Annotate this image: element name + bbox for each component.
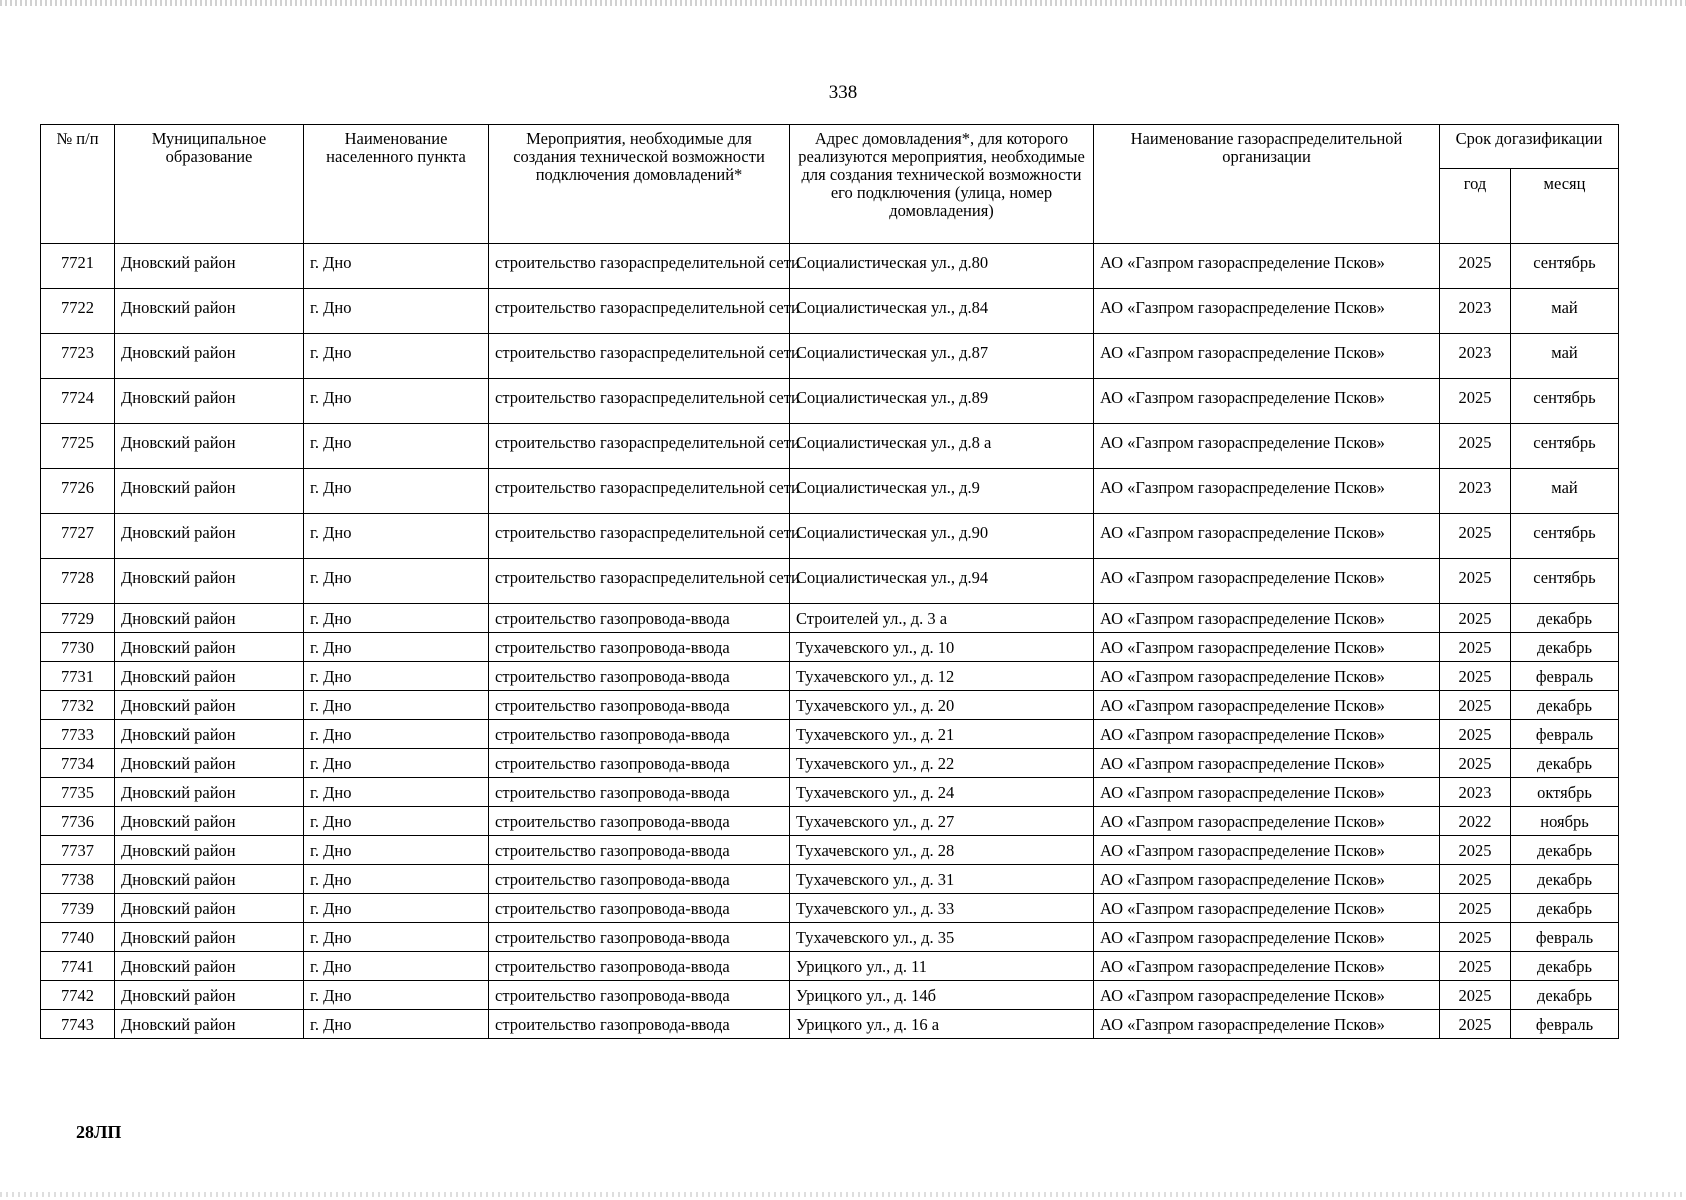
cell-activity: строительство газораспределительной сети <box>489 469 790 514</box>
cell-municipality: Дновский район <box>115 836 304 865</box>
cell-year: 2025 <box>1440 923 1511 952</box>
table-row <box>41 749 1619 778</box>
cell-address: Социалистическая ул., д.80 <box>790 244 1094 289</box>
cell-month: декабрь <box>1511 865 1619 894</box>
table-row <box>41 424 1619 469</box>
cell-organization: АО «Газпром газораспределение Псков» <box>1094 807 1440 836</box>
cell-settlement: г. Дно <box>304 865 489 894</box>
cell-num: 7727 <box>41 514 115 559</box>
cell-year: 2023 <box>1440 469 1511 514</box>
cell-settlement: г. Дно <box>304 334 489 379</box>
cell-settlement: г. Дно <box>304 778 489 807</box>
cell-month: февраль <box>1511 1010 1619 1039</box>
cell-settlement: г. Дно <box>304 807 489 836</box>
cell-year: 2023 <box>1440 289 1511 334</box>
cell-municipality: Дновский район <box>115 807 304 836</box>
cell-settlement: г. Дно <box>304 633 489 662</box>
cell-year: 2025 <box>1440 865 1511 894</box>
cell-organization: АО «Газпром газораспределение Псков» <box>1094 633 1440 662</box>
scan-edge-bottom <box>0 1192 1686 1197</box>
cell-activity: строительство газораспределительной сети <box>489 514 790 559</box>
table-row <box>41 469 1619 514</box>
header-municipality: Муниципальное образование <box>115 125 304 244</box>
cell-municipality: Дновский район <box>115 749 304 778</box>
cell-municipality: Дновский район <box>115 1010 304 1039</box>
cell-activity: строительство газораспределительной сети <box>489 379 790 424</box>
cell-month: сентябрь <box>1511 559 1619 604</box>
cell-year: 2025 <box>1440 894 1511 923</box>
cell-activity: строительство газораспределительной сети <box>489 559 790 604</box>
table-row <box>41 836 1619 865</box>
header-year: год <box>1440 169 1511 244</box>
cell-month: декабрь <box>1511 749 1619 778</box>
table-row <box>41 662 1619 691</box>
cell-year: 2025 <box>1440 379 1511 424</box>
cell-organization: АО «Газпром газораспределение Псков» <box>1094 749 1440 778</box>
cell-organization: АО «Газпром газораспределение Псков» <box>1094 836 1440 865</box>
cell-num: 7740 <box>41 923 115 952</box>
cell-month: декабрь <box>1511 894 1619 923</box>
cell-municipality: Дновский район <box>115 379 304 424</box>
cell-settlement: г. Дно <box>304 662 489 691</box>
cell-month: сентябрь <box>1511 514 1619 559</box>
cell-year: 2025 <box>1440 952 1511 981</box>
cell-municipality: Дновский район <box>115 691 304 720</box>
cell-address: Тухачевского ул., д. 20 <box>790 691 1094 720</box>
cell-activity: строительство газопровода-ввода <box>489 1010 790 1039</box>
cell-municipality: Дновский район <box>115 559 304 604</box>
cell-num: 7736 <box>41 807 115 836</box>
cell-num: 7731 <box>41 662 115 691</box>
table-header <box>41 125 1619 244</box>
cell-address: Социалистическая ул., д.8 а <box>790 424 1094 469</box>
table-row <box>41 952 1619 981</box>
cell-activity: строительство газопровода-ввода <box>489 865 790 894</box>
cell-year: 2025 <box>1440 691 1511 720</box>
cell-month: ноябрь <box>1511 807 1619 836</box>
cell-activity: строительство газопровода-ввода <box>489 633 790 662</box>
cell-address: Тухачевского ул., д. 33 <box>790 894 1094 923</box>
cell-year: 2025 <box>1440 662 1511 691</box>
cell-activity: строительство газораспределительной сети <box>489 289 790 334</box>
cell-organization: АО «Газпром газораспределение Псков» <box>1094 981 1440 1010</box>
cell-month: декабрь <box>1511 836 1619 865</box>
cell-year: 2025 <box>1440 1010 1511 1039</box>
cell-municipality: Дновский район <box>115 923 304 952</box>
cell-organization: АО «Газпром газораспределение Псков» <box>1094 424 1440 469</box>
cell-settlement: г. Дно <box>304 604 489 633</box>
cell-settlement: г. Дно <box>304 836 489 865</box>
cell-num: 7743 <box>41 1010 115 1039</box>
cell-address: Социалистическая ул., д.94 <box>790 559 1094 604</box>
cell-settlement: г. Дно <box>304 749 489 778</box>
cell-settlement: г. Дно <box>304 952 489 981</box>
cell-month: декабрь <box>1511 604 1619 633</box>
cell-num: 7732 <box>41 691 115 720</box>
table-row <box>41 923 1619 952</box>
cell-municipality: Дновский район <box>115 514 304 559</box>
cell-activity: строительство газопровода-ввода <box>489 952 790 981</box>
cell-settlement: г. Дно <box>304 514 489 559</box>
cell-num: 7739 <box>41 894 115 923</box>
table-row <box>41 865 1619 894</box>
cell-activity: строительство газораспределительной сети <box>489 244 790 289</box>
cell-municipality: Дновский район <box>115 244 304 289</box>
cell-year: 2025 <box>1440 981 1511 1010</box>
cell-month: декабрь <box>1511 633 1619 662</box>
cell-month: февраль <box>1511 923 1619 952</box>
table-row <box>41 289 1619 334</box>
cell-num: 7738 <box>41 865 115 894</box>
cell-month: сентябрь <box>1511 379 1619 424</box>
cell-settlement: г. Дно <box>304 379 489 424</box>
cell-settlement: г. Дно <box>304 894 489 923</box>
cell-month: сентябрь <box>1511 424 1619 469</box>
cell-year: 2023 <box>1440 778 1511 807</box>
cell-settlement: г. Дно <box>304 923 489 952</box>
table-row <box>41 633 1619 662</box>
cell-month: декабрь <box>1511 952 1619 981</box>
cell-settlement: г. Дно <box>304 559 489 604</box>
cell-year: 2025 <box>1440 749 1511 778</box>
cell-settlement: г. Дно <box>304 469 489 514</box>
cell-activity: строительство газораспределительной сети <box>489 334 790 379</box>
header-settlement: Наименование населенного пункта <box>304 125 489 244</box>
cell-activity: строительство газопровода-ввода <box>489 604 790 633</box>
table-body <box>41 244 1619 1039</box>
cell-organization: АО «Газпром газораспределение Псков» <box>1094 894 1440 923</box>
cell-settlement: г. Дно <box>304 289 489 334</box>
cell-municipality: Дновский район <box>115 894 304 923</box>
cell-municipality: Дновский район <box>115 720 304 749</box>
cell-num: 7721 <box>41 244 115 289</box>
cell-municipality: Дновский район <box>115 334 304 379</box>
cell-num: 7730 <box>41 633 115 662</box>
cell-address: Тухачевского ул., д. 28 <box>790 836 1094 865</box>
table-row <box>41 334 1619 379</box>
cell-activity: строительство газопровода-ввода <box>489 894 790 923</box>
cell-activity: строительство газопровода-ввода <box>489 836 790 865</box>
cell-num: 7733 <box>41 720 115 749</box>
cell-settlement: г. Дно <box>304 244 489 289</box>
table-row <box>41 807 1619 836</box>
cell-address: Тухачевского ул., д. 10 <box>790 633 1094 662</box>
cell-municipality: Дновский район <box>115 289 304 334</box>
cell-activity: строительство газопровода-ввода <box>489 662 790 691</box>
cell-municipality: Дновский район <box>115 865 304 894</box>
cell-activity: строительство газопровода-ввода <box>489 923 790 952</box>
cell-num: 7729 <box>41 604 115 633</box>
cell-address: Социалистическая ул., д.84 <box>790 289 1094 334</box>
cell-num: 7734 <box>41 749 115 778</box>
cell-num: 7726 <box>41 469 115 514</box>
cell-address: Тухачевского ул., д. 12 <box>790 662 1094 691</box>
cell-month: декабрь <box>1511 981 1619 1010</box>
cell-organization: АО «Газпром газораспределение Псков» <box>1094 662 1440 691</box>
cell-month: сентябрь <box>1511 244 1619 289</box>
cell-organization: АО «Газпром газораспределение Псков» <box>1094 691 1440 720</box>
cell-municipality: Дновский район <box>115 662 304 691</box>
table-row <box>41 1010 1619 1039</box>
cell-address: Тухачевского ул., д. 31 <box>790 865 1094 894</box>
cell-activity: строительство газопровода-ввода <box>489 981 790 1010</box>
cell-month: февраль <box>1511 662 1619 691</box>
cell-year: 2025 <box>1440 559 1511 604</box>
cell-month: декабрь <box>1511 691 1619 720</box>
cell-settlement: г. Дно <box>304 981 489 1010</box>
cell-year: 2025 <box>1440 424 1511 469</box>
cell-num: 7725 <box>41 424 115 469</box>
table-row <box>41 379 1619 424</box>
cell-num: 7735 <box>41 778 115 807</box>
cell-activity: строительство газопровода-ввода <box>489 749 790 778</box>
cell-activity: строительство газопровода-ввода <box>489 691 790 720</box>
cell-organization: АО «Газпром газораспределение Псков» <box>1094 289 1440 334</box>
gasification-table <box>40 124 1619 1039</box>
cell-municipality: Дновский район <box>115 469 304 514</box>
scan-edge-top <box>0 0 1686 6</box>
cell-address: Социалистическая ул., д.9 <box>790 469 1094 514</box>
footer-code: 28ЛП <box>76 1122 122 1142</box>
header-num: № п/п <box>41 125 115 244</box>
cell-address: Строителей ул., д. 3 а <box>790 604 1094 633</box>
cell-address: Тухачевского ул., д. 24 <box>790 778 1094 807</box>
cell-address: Тухачевского ул., д. 21 <box>790 720 1094 749</box>
cell-year: 2025 <box>1440 633 1511 662</box>
cell-activity: строительство газопровода-ввода <box>489 807 790 836</box>
cell-num: 7741 <box>41 952 115 981</box>
table-row <box>41 514 1619 559</box>
cell-address: Социалистическая ул., д.90 <box>790 514 1094 559</box>
header-deadline: Срок догазификации <box>1440 125 1619 169</box>
header-organization: Наименование газораспределительной организации <box>1094 125 1440 244</box>
cell-municipality: Дновский район <box>115 633 304 662</box>
table-row <box>41 778 1619 807</box>
cell-year: 2025 <box>1440 244 1511 289</box>
cell-address: Тухачевского ул., д. 35 <box>790 923 1094 952</box>
cell-month: октябрь <box>1511 778 1619 807</box>
cell-organization: АО «Газпром газораспределение Псков» <box>1094 514 1440 559</box>
cell-address: Социалистическая ул., д.87 <box>790 334 1094 379</box>
cell-month: май <box>1511 469 1619 514</box>
table-row <box>41 691 1619 720</box>
table-row <box>41 244 1619 289</box>
cell-activity: строительство газораспределительной сети <box>489 424 790 469</box>
cell-num: 7723 <box>41 334 115 379</box>
cell-address: Урицкого ул., д. 11 <box>790 952 1094 981</box>
cell-address: Урицкого ул., д. 16 а <box>790 1010 1094 1039</box>
cell-organization: АО «Газпром газораспределение Псков» <box>1094 720 1440 749</box>
cell-year: 2023 <box>1440 334 1511 379</box>
table-row <box>41 894 1619 923</box>
cell-year: 2025 <box>1440 720 1511 749</box>
cell-num: 7722 <box>41 289 115 334</box>
header-activity: Мероприятия, необходимые для создания технической возможности подключения домовладений* <box>489 125 790 244</box>
cell-month: февраль <box>1511 720 1619 749</box>
cell-organization: АО «Газпром газораспределение Псков» <box>1094 244 1440 289</box>
cell-address: Тухачевского ул., д. 22 <box>790 749 1094 778</box>
cell-municipality: Дновский район <box>115 778 304 807</box>
cell-activity: строительство газопровода-ввода <box>489 778 790 807</box>
cell-municipality: Дновский район <box>115 424 304 469</box>
cell-num: 7728 <box>41 559 115 604</box>
cell-organization: АО «Газпром газораспределение Псков» <box>1094 469 1440 514</box>
table-row <box>41 604 1619 633</box>
header-month: месяц <box>1511 169 1619 244</box>
cell-num: 7737 <box>41 836 115 865</box>
table-row <box>41 559 1619 604</box>
cell-settlement: г. Дно <box>304 424 489 469</box>
table-row <box>41 981 1619 1010</box>
cell-address: Социалистическая ул., д.89 <box>790 379 1094 424</box>
cell-activity: строительство газопровода-ввода <box>489 720 790 749</box>
cell-month: май <box>1511 334 1619 379</box>
table-row <box>41 720 1619 749</box>
cell-organization: АО «Газпром газораспределение Псков» <box>1094 334 1440 379</box>
cell-organization: АО «Газпром газораспределение Псков» <box>1094 923 1440 952</box>
cell-organization: АО «Газпром газораспределение Псков» <box>1094 604 1440 633</box>
cell-year: 2025 <box>1440 836 1511 865</box>
cell-organization: АО «Газпром газораспределение Псков» <box>1094 952 1440 981</box>
cell-organization: АО «Газпром газораспределение Псков» <box>1094 865 1440 894</box>
cell-municipality: Дновский район <box>115 981 304 1010</box>
cell-num: 7724 <box>41 379 115 424</box>
cell-organization: АО «Газпром газораспределение Псков» <box>1094 1010 1440 1039</box>
cell-municipality: Дновский район <box>115 604 304 633</box>
cell-year: 2025 <box>1440 604 1511 633</box>
cell-year: 2025 <box>1440 514 1511 559</box>
cell-year: 2022 <box>1440 807 1511 836</box>
cell-organization: АО «Газпром газораспределение Псков» <box>1094 559 1440 604</box>
cell-month: май <box>1511 289 1619 334</box>
cell-organization: АО «Газпром газораспределение Псков» <box>1094 778 1440 807</box>
cell-organization: АО «Газпром газораспределение Псков» <box>1094 379 1440 424</box>
cell-municipality: Дновский район <box>115 952 304 981</box>
cell-address: Урицкого ул., д. 14б <box>790 981 1094 1010</box>
cell-address: Тухачевского ул., д. 27 <box>790 807 1094 836</box>
cell-settlement: г. Дно <box>304 1010 489 1039</box>
page-number: 338 <box>828 82 858 103</box>
cell-settlement: г. Дно <box>304 720 489 749</box>
cell-settlement: г. Дно <box>304 691 489 720</box>
header-address: Адрес домовладения*, для которого реализуются мероприятия, необходимые для создания технической возможности его подключения (улица, номер домовладения) <box>790 125 1094 244</box>
cell-num: 7742 <box>41 981 115 1010</box>
